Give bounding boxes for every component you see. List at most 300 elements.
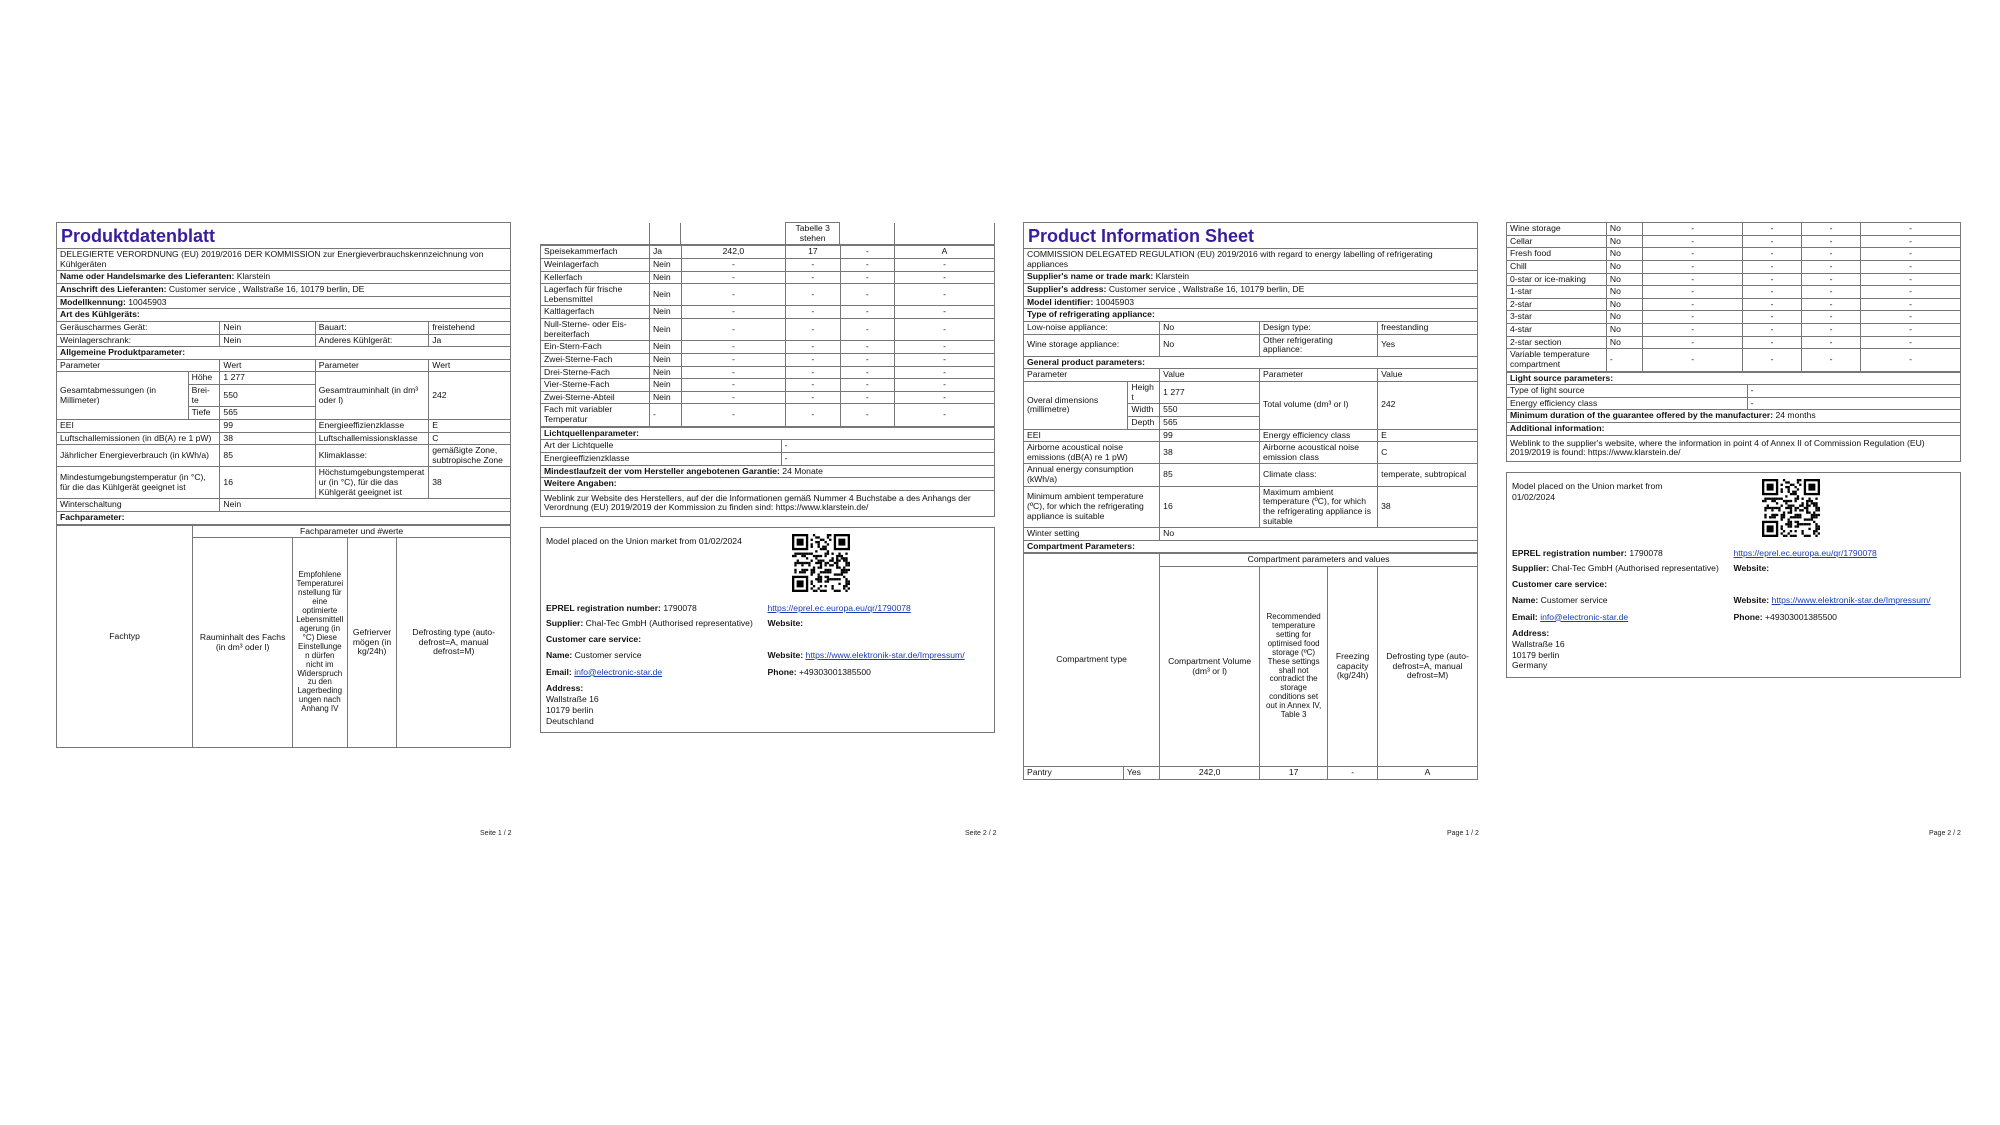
de-p1-table: [56, 222, 511, 525]
table-cell: -: [1643, 235, 1743, 248]
table-cell: No: [1606, 273, 1642, 286]
text-cell: Höhe: [188, 372, 220, 385]
table-cell: -: [840, 284, 894, 306]
table-cell: Nein: [649, 306, 681, 319]
page-number: Seite 2 / 2: [965, 830, 997, 837]
table-cell: -: [1643, 336, 1743, 349]
table-cell: -: [681, 319, 785, 341]
text-cell: Energieeffizienzklasse: [315, 419, 429, 432]
text-cell: EPREL registration number:: [546, 602, 661, 613]
text-cell: -: [1328, 767, 1378, 780]
text-cell: Gesamtabmessungen (in Millimeter): [57, 372, 189, 420]
table-cell: -: [681, 379, 785, 392]
text-cell: Weitere Angaben:: [541, 478, 995, 491]
text-cell: C: [429, 432, 511, 445]
text-cell: 242: [429, 372, 511, 420]
qr-code-icon: [1762, 479, 1820, 537]
table-cell: Drei-Sterne-Fach: [541, 366, 650, 379]
table-cell: -: [1861, 235, 1961, 248]
text-cell: Depth: [1128, 416, 1160, 429]
text-cell: Gefriervermögen (in kg/24h): [347, 538, 397, 748]
page-en-1: [1023, 222, 1478, 827]
table-cell: -: [786, 353, 840, 366]
section-heading: Compartment Parameters:: [1024, 540, 1478, 553]
email-link[interactable]: info@electronic-star.de: [1540, 611, 1629, 622]
table-cell: -: [786, 271, 840, 284]
table-cell: -: [786, 284, 840, 306]
text-cell: 99: [220, 419, 315, 432]
text-cell: Weblink to the supplier's website, where the information in point 4 of Annex II of Commission Regulation (EU) 2019/2019 is found:: [1510, 437, 1925, 458]
text-cell: Fachtyp: [57, 525, 193, 748]
text-cell: Value: [1160, 369, 1260, 382]
text-cell: Gesamtrauminhalt (in dm³ oder l): [315, 372, 429, 420]
table-cell: -: [1802, 273, 1861, 286]
table-cell: No: [1606, 248, 1642, 261]
text-cell: 99: [1160, 429, 1260, 442]
section-heading: Fachparameter:: [57, 511, 511, 524]
text-cell: Other refrigerating appliance:: [1260, 334, 1378, 356]
table-cell: -: [840, 246, 894, 259]
table-cell: -: [1743, 311, 1802, 324]
text-cell: 38: [1378, 486, 1478, 528]
table-cell: No: [1606, 235, 1642, 248]
table-row: [1507, 235, 1961, 248]
de-p1-compartment-header: [56, 525, 511, 749]
table-cell: -: [895, 404, 995, 426]
table-cell: -: [1743, 336, 1802, 349]
table-cell: No: [1606, 260, 1642, 273]
table-cell: -: [681, 366, 785, 379]
text-cell: Chal-Tec GmbH (Authorised representative): [585, 618, 753, 629]
regulation-text: COMMISSION DELEGATED REGULATION (EU) 2019/2016 with regard to energy labelling of refrigerating appliances: [1024, 249, 1478, 271]
text-cell: Parameter: [1260, 369, 1378, 382]
table-cell: -: [1643, 223, 1743, 236]
table-cell: 0-star or ice-making: [1507, 273, 1607, 286]
text-cell: 10179 berlin: [1512, 649, 1560, 660]
text-cell: Empfohlene Temperatureinstellung für eine optimierte Lebensmittellagerung (in °C) Diese Einstellungen dürfen nicht im Widerspruch zu den Lagerbedingungen nach Anhang IV: [293, 538, 347, 748]
table-row: [541, 353, 995, 366]
table-cell: -: [895, 366, 995, 379]
text-cell: Nein: [220, 334, 315, 347]
text-cell: Website:: [767, 649, 804, 660]
table-cell: -: [895, 391, 995, 404]
text-cell: Address:: [546, 683, 584, 694]
table-cell: -: [1643, 298, 1743, 311]
text-cell: Brei-te: [188, 385, 220, 407]
table-row: [1507, 311, 1961, 324]
table-cell: 17: [786, 246, 840, 259]
table-cell: -: [681, 271, 785, 284]
text-cell: Parameter: [1024, 369, 1160, 382]
table-cell: No: [1606, 311, 1642, 324]
text-cell: Customer service: [1540, 594, 1608, 605]
text-cell: 565: [220, 407, 315, 420]
table-cell: 1-star: [1507, 286, 1607, 299]
table-cell: Zwei-Sterne-Abteil: [541, 391, 650, 404]
text-cell: Klimaklasse:: [315, 445, 429, 467]
table-cell: 242,0: [681, 246, 785, 259]
table-cell: No: [1606, 223, 1642, 236]
table-cell: -: [1861, 248, 1961, 261]
text-cell: Bauart:: [315, 321, 429, 334]
placed-text: Model placed on the Union market from 01/02/2024: [546, 536, 742, 546]
text-cell: Airborne acoustical noise emission class: [1260, 442, 1378, 464]
table-cell: -: [1802, 311, 1861, 324]
text-cell: Additional information:: [1507, 423, 1961, 436]
table-cell: -: [786, 258, 840, 271]
table-cell: -: [1802, 223, 1861, 236]
text-cell: Supplier's address:: [1027, 284, 1107, 295]
table-cell: -: [895, 271, 995, 284]
text-cell: 10045903: [1095, 296, 1135, 307]
table-cell: -: [1743, 260, 1802, 273]
text-cell: Tiefe: [188, 407, 220, 420]
section-heading: General product parameters:: [1024, 356, 1478, 369]
page-de-2: [540, 222, 995, 827]
table-cell: -: [681, 258, 785, 271]
table-row: [541, 246, 995, 259]
table-cell: -: [1643, 248, 1743, 261]
page-number: Page 2 / 2: [1929, 830, 1961, 837]
text-cell: 550: [220, 385, 315, 407]
table-cell: -: [895, 353, 995, 366]
text-cell: Wallstraße 16: [1512, 639, 1565, 650]
en-p2-light: [1506, 372, 1961, 462]
website-link[interactable]: https://www.elektronik-star.de/Impressum/: [805, 649, 965, 660]
eprel-link[interactable]: https://eprel.ec.europa.eu/qr/1790078: [767, 602, 911, 613]
text-cell: 1790078: [1629, 547, 1663, 558]
table-cell: -: [1743, 349, 1802, 371]
table-cell: -: [840, 404, 894, 426]
text-cell: -: [1747, 397, 1960, 410]
text-cell: Customer service: [574, 649, 642, 660]
table-row: [57, 334, 511, 347]
text-cell: 1790078: [663, 602, 697, 613]
table-row: [541, 379, 995, 392]
text-cell: Website:: [1733, 563, 1770, 574]
text-cell: 1 277: [1160, 382, 1260, 404]
table-cell: -: [1861, 311, 1961, 324]
text-cell: 24 months: [1775, 410, 1816, 421]
table-cell: -: [840, 391, 894, 404]
text-cell: Wallstraße 16: [546, 694, 599, 705]
table-cell: -: [786, 306, 840, 319]
compartment-table: [1506, 222, 1961, 372]
table-cell: Ein-Stern-Fach: [541, 341, 650, 354]
table-row: [1507, 336, 1961, 349]
text-cell: Maximum ambient temperature (ºC), for which the refrigerating appliance is suitable: [1260, 486, 1378, 528]
table-cell: Null-Sterne- oder Eis-bereiterfach: [541, 319, 650, 341]
text-cell: Weblink zur Website des Herstellers, auf der die Informationen gemäß Nummer 4 Buchstabe a des Anhangs der Verordnung (EU) 2019/2019 der Kommission zu finden sind:: [544, 492, 971, 513]
value: Klarstein: [236, 271, 271, 282]
page-de-1: [56, 222, 511, 827]
table-cell: -: [1861, 324, 1961, 337]
text-cell: +49303001385500: [799, 666, 871, 677]
text-cell: Customer care service:: [1512, 579, 1608, 590]
table-cell: -: [786, 341, 840, 354]
text-cell: Yes: [1378, 334, 1478, 356]
section-heading: Type of refrigerating appliance:: [1024, 309, 1478, 322]
table-cell: Cellar: [1507, 235, 1607, 248]
text-cell: Wine storage appliance:: [1024, 334, 1160, 356]
table-cell: Variable temperature compartment: [1507, 349, 1607, 371]
text-cell: 1 277: [220, 372, 315, 385]
text-cell: Lichtquellenparameter:: [541, 427, 995, 440]
eprel-link[interactable]: https://eprel.ec.europa.eu/qr/1790078: [1733, 547, 1877, 558]
text-cell: 38: [220, 432, 315, 445]
text-cell: Klarstein: [1155, 271, 1190, 282]
table-row: [1024, 382, 1478, 404]
email-link[interactable]: info@electronic-star.de: [574, 666, 663, 677]
table-cell: -: [895, 306, 995, 319]
text-cell: 16: [220, 467, 315, 499]
text-cell: Mindestumgebungstemperatur (in °C), für die das Kühlgerät geeignet ist: [57, 467, 220, 499]
text-cell: Compartment Volume (dm³ or l): [1160, 567, 1260, 767]
table-cell: -: [1861, 286, 1961, 299]
table-row: [541, 284, 995, 306]
table-row: [57, 445, 511, 467]
table-cell: Vier-Sterne-Fach: [541, 379, 650, 392]
table-cell: -: [1643, 311, 1743, 324]
table-cell: -: [1861, 336, 1961, 349]
text-cell: Wert: [429, 359, 511, 372]
text-cell: No: [1160, 334, 1260, 356]
text-cell: Model identifier:: [1027, 296, 1094, 307]
text-cell: E: [429, 419, 511, 432]
text-cell: Energieeffizienzklasse: [541, 452, 782, 465]
table-cell: -: [840, 366, 894, 379]
table-row: [541, 404, 995, 426]
table-cell: -: [895, 319, 995, 341]
table-cell: -: [1643, 260, 1743, 273]
text-cell: Freezing capacity (kg/24h): [1328, 567, 1378, 767]
table-cell: 4-star: [1507, 324, 1607, 337]
text-cell: Design type:: [1260, 321, 1378, 334]
value: 10045903: [128, 296, 167, 307]
table-cell: Lagerfach für frische Lebensmittel: [541, 284, 650, 306]
table-cell: -: [895, 284, 995, 306]
table-cell: -: [1802, 324, 1861, 337]
table-cell: No: [1606, 336, 1642, 349]
text-cell: Customer care service:: [546, 634, 642, 645]
table-row: [1507, 248, 1961, 261]
table-row: [1024, 334, 1478, 356]
table-cell: -: [1643, 286, 1743, 299]
table-cell: -: [649, 404, 681, 426]
eprel-box-en: [1506, 472, 1961, 678]
table-cell: -: [681, 404, 785, 426]
en-p1-compartment-header: [1023, 553, 1478, 779]
table-cell: -: [1861, 260, 1961, 273]
text-cell: 17: [1260, 767, 1328, 780]
label: Name oder Handelsmarke des Lieferanten:: [60, 271, 235, 282]
text-cell: 85: [1160, 464, 1260, 486]
table-cell: -: [1861, 349, 1961, 371]
text-cell: -: [781, 440, 994, 453]
text-cell: Airborne acoustical noise emissions (dB(A) re 1 pW): [1024, 442, 1160, 464]
text-cell: Energy efficiency class: [1507, 397, 1748, 410]
text-cell: Defrosting type (auto-defrost=A, manual defrost=M): [1378, 567, 1478, 767]
table-cell: -: [681, 306, 785, 319]
text-cell: Winter setting: [1024, 528, 1160, 541]
page-number: Page 1 / 2: [1447, 830, 1479, 837]
table-cell: Nein: [649, 341, 681, 354]
text-cell: Compartment type: [1024, 554, 1160, 767]
table-cell: Speisekammerfach: [541, 246, 650, 259]
text-cell: EEI: [1024, 429, 1160, 442]
table-cell: Nein: [649, 258, 681, 271]
text-cell: gemäßigte Zone, subtropische Zone: [429, 445, 511, 467]
table-row: [541, 258, 995, 271]
text-cell: Minimum duration of the guarantee offered by the manufacturer:: [1510, 410, 1774, 421]
text-cell: Chal-Tec GmbH (Authorised representative): [1551, 563, 1719, 574]
text-cell: No: [1160, 321, 1260, 334]
text-cell: Value: [1378, 369, 1478, 382]
table-cell: -: [840, 341, 894, 354]
table-row: [541, 366, 995, 379]
table-cell: Nein: [649, 353, 681, 366]
table-cell: Nein: [649, 271, 681, 284]
text-cell: Geräuscharmes Gerät:: [57, 321, 220, 334]
text-cell: Luftschallemissionen (in dB(A) re 1 pW): [57, 432, 220, 445]
table-cell: Kellerfach: [541, 271, 650, 284]
table-cell: -: [840, 379, 894, 392]
placed-text: Model placed on the Union market from 01/02/2024: [1512, 480, 1663, 502]
table-cell: -: [681, 284, 785, 306]
text-cell: -: [781, 452, 994, 465]
text-cell: 38: [429, 467, 511, 499]
table-cell: 3-star: [1507, 311, 1607, 324]
text-cell: -: [1747, 385, 1960, 398]
table-cell: -: [895, 258, 995, 271]
table-cell: Kaltlagerfach: [541, 306, 650, 319]
table-cell: -: [840, 306, 894, 319]
text-cell: Energy efficiency class: [1260, 429, 1378, 442]
table-row: [57, 432, 511, 445]
text-cell: Germany: [1512, 660, 1548, 671]
table-cell: -: [1643, 324, 1743, 337]
table-cell: Fach mit variabler Temperatur: [541, 404, 650, 426]
table-cell: Nein: [649, 319, 681, 341]
table-cell: Ja: [649, 246, 681, 259]
table-cell: Chill: [1507, 260, 1607, 273]
table-row: [541, 271, 995, 284]
text-cell: Nein: [220, 499, 511, 512]
table-cell: Nein: [649, 366, 681, 379]
table-cell: -: [1861, 223, 1961, 236]
table-cell: -: [1802, 286, 1861, 299]
text-cell: https://www.klarstein.de/: [775, 502, 869, 513]
text-cell: Luftschallemissionsklasse: [315, 432, 429, 445]
table-cell: Fresh food: [1507, 248, 1607, 261]
table-cell: -: [1802, 298, 1861, 311]
table-row: [1507, 349, 1961, 371]
table-cell: -: [840, 319, 894, 341]
table-cell: -: [840, 258, 894, 271]
qr-code-icon: [792, 534, 850, 592]
text-cell: Height: [1128, 382, 1160, 404]
text-cell: Name:: [546, 649, 573, 660]
table-cell: -: [786, 366, 840, 379]
table-row: [57, 499, 511, 512]
table-cell: -: [840, 353, 894, 366]
text-cell: Compartment parameters and values: [1160, 554, 1478, 567]
text-cell: Parameter: [315, 359, 429, 372]
table-cell: -: [1802, 260, 1861, 273]
eprel-box-de: [540, 527, 995, 733]
table-cell: No: [1606, 286, 1642, 299]
table-cell: Nein: [649, 284, 681, 306]
table-row: [1507, 286, 1961, 299]
text-cell: Art der Lichtquelle: [541, 440, 782, 453]
section-heading: Art des Kühlgeräts:: [57, 309, 511, 322]
website-link[interactable]: https://www.elektronik-star.de/Impressum/: [1771, 594, 1931, 605]
section-heading: Allgemeine Produktparameter:: [57, 347, 511, 360]
table-cell: -: [786, 404, 840, 426]
text-cell: Winterschaltung: [57, 499, 220, 512]
text-cell: Email:: [1512, 611, 1538, 622]
text-cell: EPREL registration number:: [1512, 547, 1627, 558]
text-cell: Yes: [1123, 767, 1159, 780]
text-cell: No: [1160, 528, 1478, 541]
page-title: Produktdatenblatt: [57, 223, 511, 249]
table-row: [1024, 321, 1478, 334]
table-row: [541, 391, 995, 404]
text-cell: Wert: [220, 359, 315, 372]
table-row: [1024, 429, 1478, 442]
page-en-2: [1506, 222, 1961, 827]
text-cell: 10179 berlin: [546, 704, 594, 715]
text-cell: Defrosting type (auto-defrost=A, manual defrost=M): [397, 538, 511, 748]
table-row: [1024, 464, 1478, 486]
text-cell: Overal dimensions (millimetre): [1024, 382, 1128, 430]
text-cell: Recommended temperature setting for optimised food storage (ºC) These settings shall not contradict the storage conditions set out in Annex IV, Table 3: [1260, 567, 1328, 767]
text-cell: Ja: [429, 334, 511, 347]
table-cell: -: [1743, 223, 1802, 236]
table-row: [57, 467, 511, 499]
table-cell: -: [786, 391, 840, 404]
table-row: [1507, 298, 1961, 311]
text-cell: Pantry: [1024, 767, 1124, 780]
regulation-text: DELEGIERTE VERORDNUNG (EU) 2019/2016 DER KOMMISSION zur Energieverbrauchskennzeichnung von Kühlgeräten: [57, 249, 511, 271]
table-row: [57, 372, 511, 385]
text-cell: Address:: [1512, 628, 1550, 639]
table-cell: -: [681, 391, 785, 404]
text-cell: Name:: [1512, 594, 1539, 605]
text-cell: Low-noise appliance:: [1024, 321, 1160, 334]
text-cell: Customer service , Wallstraße 16, 10179 berlin, DE: [1108, 284, 1305, 295]
text-cell: freistehend: [429, 321, 511, 334]
table-row: [541, 341, 995, 354]
text-cell: Rauminhalt des Fachs (in dm³ oder l): [193, 538, 293, 748]
table-row: [1507, 223, 1961, 236]
text-cell: 242,0: [1160, 767, 1260, 780]
table-cell: -: [840, 271, 894, 284]
text-cell: Tabelle 3 stehen: [785, 223, 840, 245]
table-cell: -: [1861, 298, 1961, 311]
table-row: [1024, 486, 1478, 528]
text-cell: Minimum ambient temperature (ºC), for which the refrigerating appliance is suitable: [1024, 486, 1160, 528]
label: Modellkennung:: [60, 296, 126, 307]
table-cell: -: [1606, 349, 1642, 371]
table-cell: -: [1743, 298, 1802, 311]
text-cell: Width: [1128, 404, 1160, 417]
en-p1-table: [1023, 222, 1478, 553]
table-cell: -: [1802, 248, 1861, 261]
table-cell: Zwei-Sterne-Fach: [541, 353, 650, 366]
table-cell: Weinlagerfach: [541, 258, 650, 271]
table-cell: Nein: [649, 379, 681, 392]
